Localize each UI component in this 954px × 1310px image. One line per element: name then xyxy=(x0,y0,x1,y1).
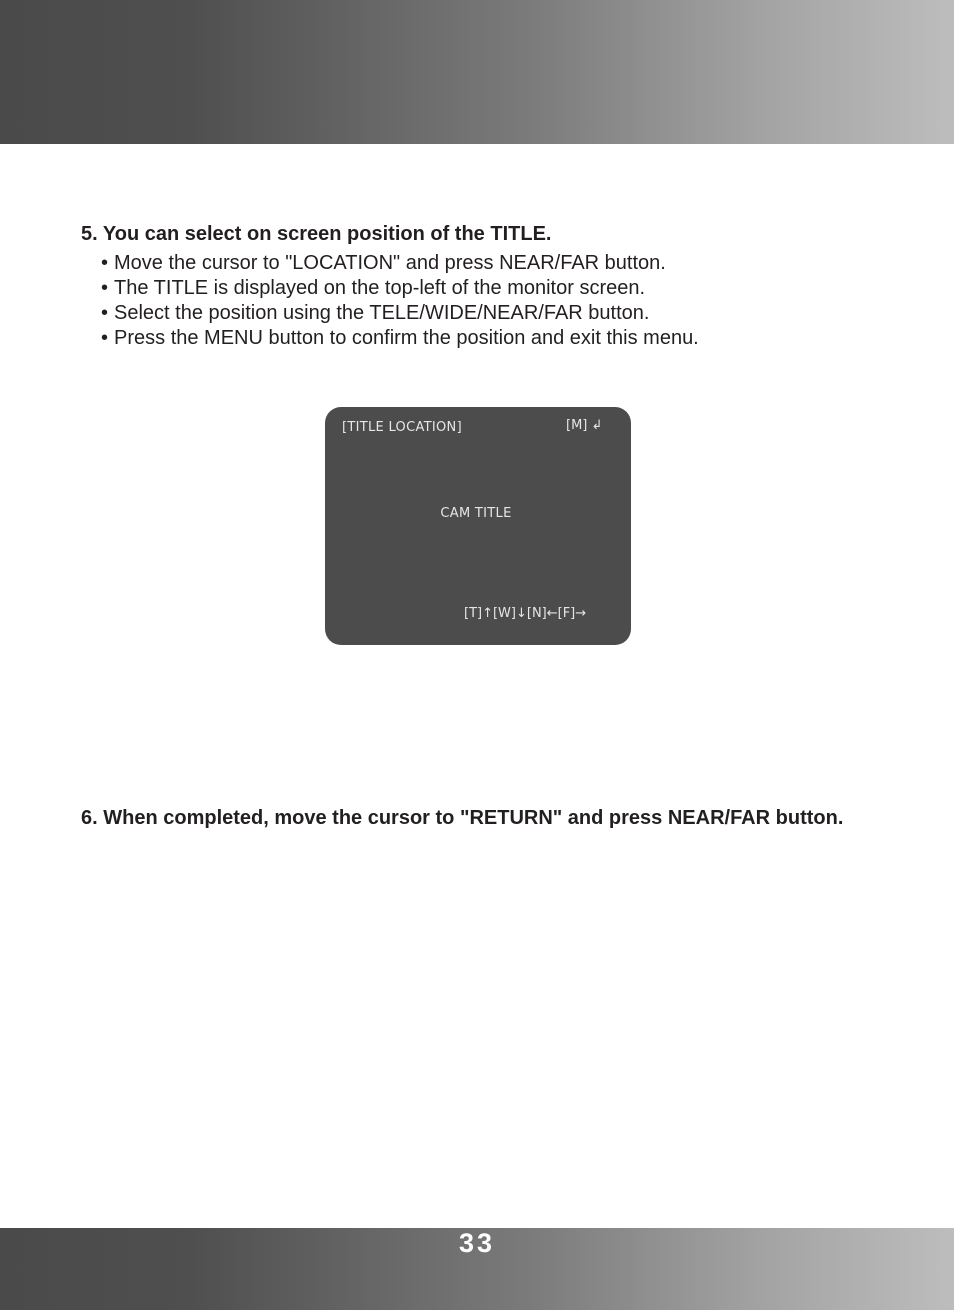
step6-heading: 6. When completed, move the cursor to "RETURN" and press NEAR/FAR button. xyxy=(81,807,844,829)
bullet-item: • Press the MENU button to confirm the position and exit this menu. xyxy=(101,326,699,351)
bullet-item: • The TITLE is displayed on the top-left of the monitor screen. xyxy=(101,276,699,301)
header-gradient-band xyxy=(0,0,954,144)
osd-menu-title: [TITLE LOCATION] xyxy=(342,420,462,435)
page-number: 33 xyxy=(458,1228,496,1258)
step5-heading: 5. You can select on screen position of the TITLE. xyxy=(81,223,552,245)
bullet-item: • Move the cursor to "LOCATION" and press NEAR/FAR button. xyxy=(101,251,699,276)
osd-cam-title: CAM TITLE xyxy=(440,506,512,521)
bullet-item: • Select the position using the TELE/WIDE/NEAR/FAR button. xyxy=(101,301,699,326)
step5-bullet-list xyxy=(101,251,699,351)
osd-monitor-screen xyxy=(325,407,631,645)
osd-direction-controls: [T]↑[W]↓[N]←[F]→ xyxy=(464,606,587,621)
osd-menu-return-key: [M] ↲ xyxy=(566,418,603,433)
